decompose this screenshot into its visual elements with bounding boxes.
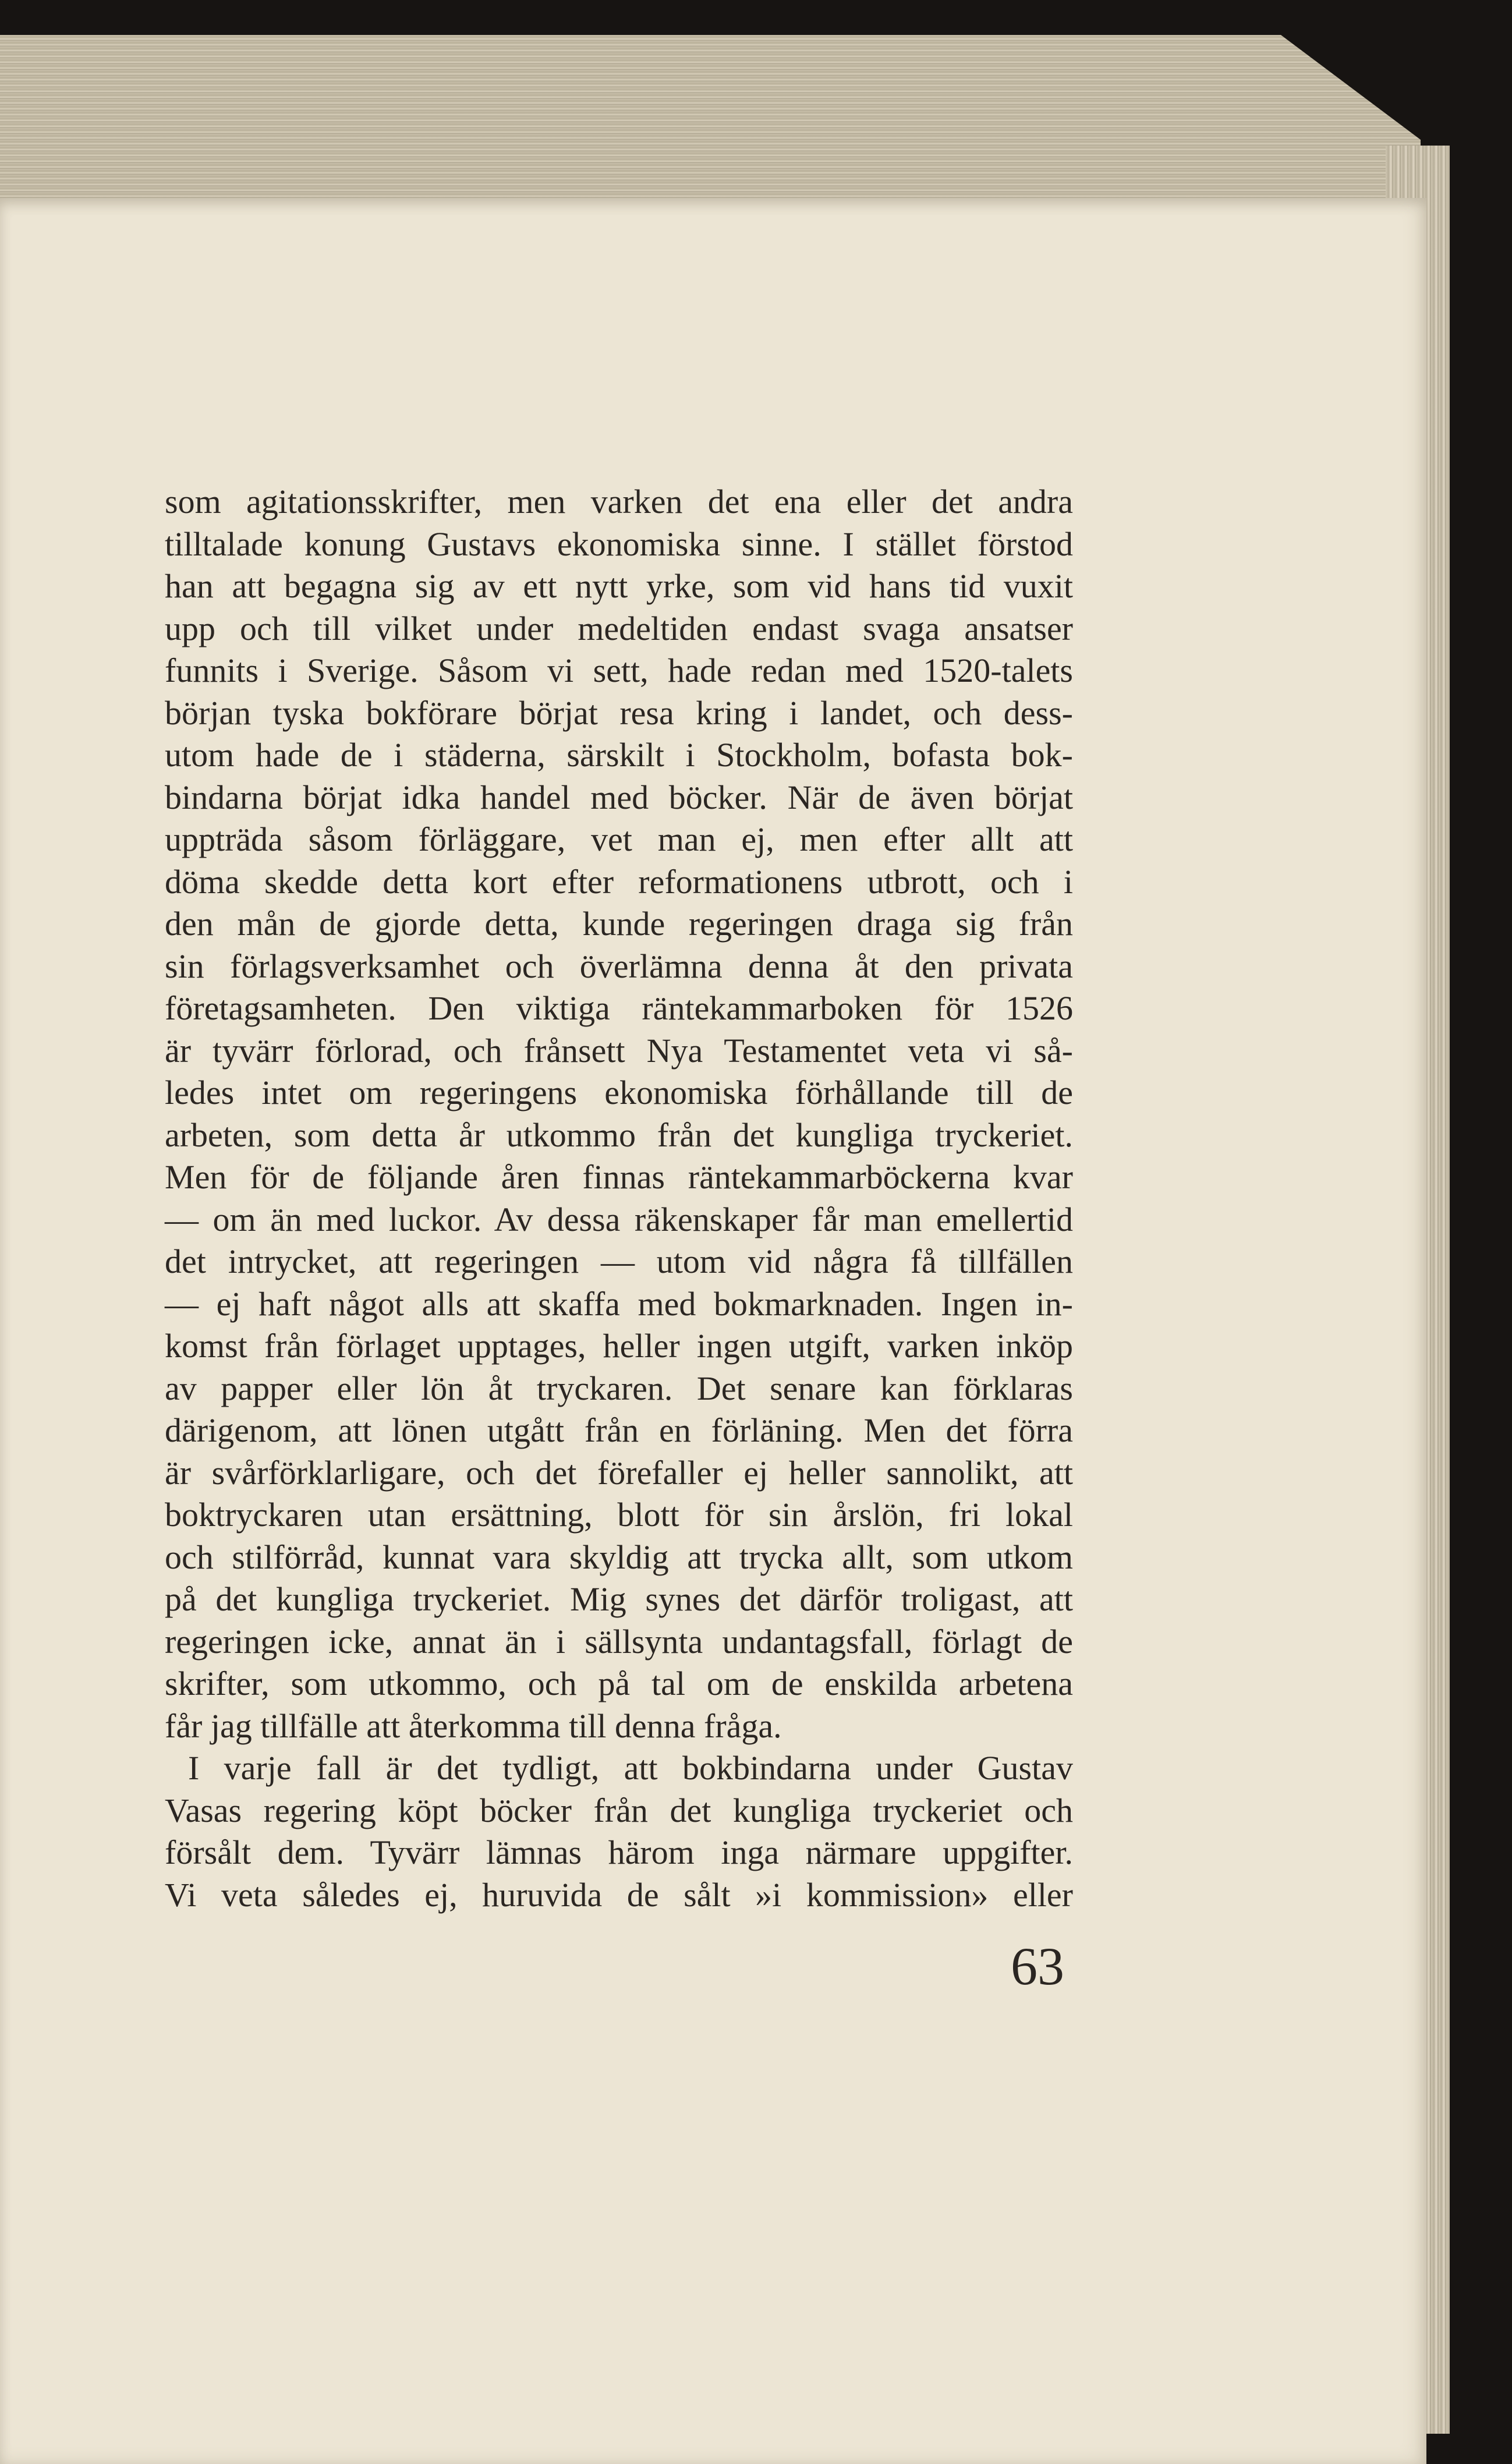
text-line: regeringen icke, annat än i sällsynta undantagsfall, förlagt de bbox=[165, 1622, 1073, 1661]
text-line: upp och till vilket under medeltiden endast svaga ansatser bbox=[165, 609, 1073, 647]
text-line: sin förlagsverksamhet och överlämna denna åt den privata bbox=[165, 947, 1073, 985]
text-line: ledes intet om regeringens ekonomiska förhållande till de bbox=[165, 1074, 1073, 1111]
text-line: bindarna börjat idka handel med böcker. När de även börjat bbox=[165, 778, 1073, 816]
text-line: Vasas regering köpt böcker från det kungliga tryckeriet och bbox=[165, 1791, 1073, 1829]
text-line: komst från förlaget upptages, heller ingen utgift, varken inköp bbox=[165, 1327, 1073, 1365]
text-line: — ej haft något alls att skaffa med bokmarknaden. Ingen in- bbox=[165, 1284, 1073, 1323]
text-line: tilltalade konung Gustavs ekonomiska sinne. I stället förstod bbox=[165, 525, 1073, 563]
text-line: på det kungliga tryckeriet. Mig synes det därför troligast, att bbox=[165, 1580, 1073, 1618]
body-text bbox=[165, 481, 1073, 1916]
text-line: den mån de gjorde detta, kunde regeringen draga sig från bbox=[165, 905, 1073, 943]
text-line: uppträda såsom förläggare, vet man ej, men efter allt att bbox=[165, 820, 1073, 858]
paragraph-2 bbox=[165, 1747, 1073, 1916]
text-line: början tyska bokförare börjat resa kring i landet, och dess- bbox=[165, 693, 1073, 732]
text-line: funnits i Sverige. Såsom vi sett, hade redan med 1520-talets bbox=[165, 652, 1073, 689]
text-line: försålt dem. Tyvärr lämnas härom inga närmare uppgifter. bbox=[165, 1833, 1073, 1871]
text-line: därigenom, att lönen utgått från en förläning. Men det förra bbox=[165, 1411, 1073, 1449]
paragraph-1 bbox=[165, 481, 1073, 1747]
text-line: det intrycket, att regeringen — utom vid några få tillfällen bbox=[165, 1242, 1073, 1280]
text-line: företagsamheten. Den viktiga räntekammarboken för 1526 bbox=[165, 989, 1073, 1027]
text-line: skrifter, som utkommo, och på tal om de enskilda arbetena bbox=[165, 1665, 1073, 1702]
text-line: boktryckaren utan ersättning, blott för sin årslön, fri lokal bbox=[165, 1496, 1073, 1534]
text-line: som agitationsskrifter, men varken det ena eller det andra bbox=[165, 483, 1073, 521]
text-line: I varje fall är det tydligt, att bokbindarna under Gustav bbox=[188, 1749, 1073, 1787]
text-line: arbeten, som detta år utkommo från det kungliga tryckeriet. bbox=[165, 1116, 1073, 1154]
text-line: Vi veta således ej, huruvida de sålt »i kommission» eller bbox=[165, 1875, 1073, 1914]
text-line: av papper eller lön åt tryckaren. Det senare kan förklaras bbox=[165, 1369, 1073, 1407]
text-line: får jag tillfälle att återkomma till denna fråga. bbox=[165, 1707, 782, 1745]
text-line: är svårförklarligare, och det förefaller ej heller sannolikt, att bbox=[165, 1453, 1073, 1492]
page-number: 63 bbox=[1011, 1936, 1064, 1996]
text-line: Men för de följande åren finnas räntekammarböckerna kvar bbox=[165, 1158, 1073, 1196]
text-line: och stilförråd, kunnat vara skyldig att trycka allt, som utkom bbox=[165, 1538, 1073, 1576]
text-line: döma skedde detta kort efter reformationens utbrott, och i bbox=[165, 862, 1073, 901]
text-line: han att begagna sig av ett nytt yrke, som vid hans tid vuxit bbox=[165, 567, 1073, 605]
text-line: — om än med luckor. Av dessa räkenskaper får man emellertid bbox=[165, 1200, 1073, 1238]
text-line: är tyvärr förlorad, och frånsett Nya Testamentet veta vi så- bbox=[165, 1031, 1073, 1070]
text-line: utom hade de i städerna, särskilt i Stockholm, bofasta bok- bbox=[165, 736, 1073, 774]
